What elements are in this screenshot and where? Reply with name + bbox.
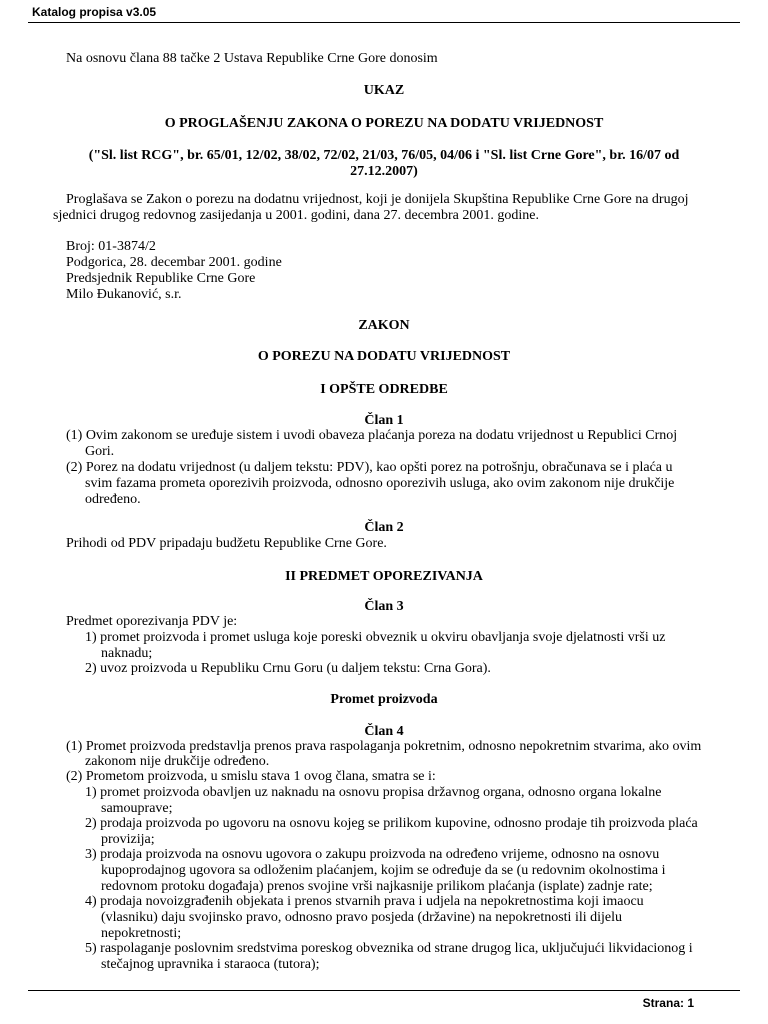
article1-heading: Član 1	[364, 413, 404, 428]
article2-text: Prihodi od PDV pripadaju budžetu Republike Crne Gore.	[66, 536, 387, 551]
proclamation-line1: Proglašava se Zakon o porezu na dodatnu vrijednost, koji je donijela Skupština Republike Crne Gore na drugoj	[66, 192, 689, 207]
article4-item3-line2: kupoprodajnog ugovora sa odloženim plaćanjem, kojim se određuje da se (u redovnim okolnostima i	[101, 863, 666, 878]
part2-heading: II PREDMET OPOREZIVANJA	[285, 569, 483, 584]
article4-item5-line1: 5) raspolaganje poslovnim sredstvima poreskog obveznika od strane drugog lica, uključujući likvidacionog i	[85, 941, 693, 956]
zakon-subtitle: O POREZU NA DODATU VRIJEDNOST	[257, 349, 511, 364]
signature-name: Milo Đukanović, s.r.	[66, 287, 182, 302]
article4-item4-line1: 4) prodaja novoizgrađenih objekata i prenos stvarnih prava i udjela na nepokretnostima koji imaocu	[85, 894, 644, 909]
article4-item2-line1: 2) prodaja proizvoda po ugovoru na osnovu kojeg se prilikom kupovine, odnosno prodaje tih proizvoda plaća	[85, 816, 698, 831]
article4-para1-line1: (1) Promet proizvoda predstavlja prenos prava raspolaganja pokretnim, odnosno nepokretnim stvarima, ako ovim	[66, 739, 702, 754]
article4-item1-line1: 1) promet proizvoda obavljen uz naknadu na osnovu propisa državnog organa, odnosno organa lokalne	[85, 785, 662, 800]
article3-intro: Predmet oporezivanja PDV je:	[66, 614, 238, 629]
article1-para2-line2: svim fazama prometa oporezivih proizvoda, odnosno oporezivih usluga, ako ovim zakonom nije drukčije	[85, 476, 675, 491]
ukaz-title: UKAZ	[363, 83, 405, 98]
article4-item3-line1: 3) prodaja proizvoda na osnovu ugovora o zakupu proizvoda na određeno vrijeme, odnosno na osnovu	[85, 847, 660, 862]
gazette-reference-line1: ("Sl. list RCG", br. 65/01, 12/02, 38/02, 72/02, 21/03, 76/05, 04/06 i "Sl. list Crne Gore", br. 16/07 od	[88, 148, 680, 163]
article2-heading: Član 2	[364, 520, 404, 535]
article4-heading: Član 4	[364, 724, 404, 739]
article4-item2-line2: provizija;	[101, 832, 155, 847]
proclamation-line2: sjednici drugog redovnog zasijedanja u 2001. godini, dana 27. decembra 2001. godine.	[53, 208, 539, 223]
article3-item1-line2: naknadu;	[101, 646, 153, 661]
footer-rule	[28, 990, 740, 991]
article4-item5-line2: stečajnog upravnika i staraoca (tutora);	[101, 957, 320, 972]
article3-item2: 2) uvoz proizvoda u Republiku Crnu Goru (u daljem tekstu: Crna Gora).	[85, 661, 491, 676]
signature-title: Predsjednik Republike Crne Gore	[66, 271, 256, 286]
article4-item3-line3: redovnom protoku događaja) prenos svojine vrši najkasnije prilikom plaćanja (isplate) zadnje rate;	[101, 879, 653, 894]
article4-para2-intro: (2) Prometom proizvoda, u smislu stava 1 ovog člana, smatra se i:	[66, 769, 436, 784]
promet-proizvoda-heading: Promet proizvoda	[330, 692, 438, 707]
article1-para2-line3: određeno.	[85, 492, 141, 507]
article4-item1-line2: samouprave;	[101, 801, 173, 816]
article4-item4-line2: (vlasniku) daju svojinsko pravo, odnosno pravo posjeda (državine) na nepokretnosti ili dijelu	[101, 910, 623, 925]
article4-item4-line3: nepokretnosti;	[101, 926, 182, 941]
signature-place-date: Podgorica, 28. decembar 2001. godine	[66, 255, 282, 270]
gazette-reference-line2: 27.12.2007)	[350, 164, 418, 179]
zakon-title: ZAKON	[358, 318, 410, 333]
article1-para1-line1: (1) Ovim zakonom se uređuje sistem i uvodi obaveza plaćanja poreza na dodatu vrijednost u Republici Crnoj	[66, 428, 678, 443]
signature-number: Broj: 01-3874/2	[66, 239, 156, 254]
article1-para1-line2: Gori.	[85, 444, 115, 459]
intro-text: Na osnovu člana 88 tačke 2 Ustava Republike Crne Gore donosim	[66, 51, 438, 66]
part1-heading: I OPŠTE ODREDBE	[320, 382, 448, 397]
ukaz-subtitle: O PROGLAŠENJU ZAKONA O POREZU NA DODATU VRIJEDNOST	[164, 116, 604, 131]
article4-para1-line2: zakonom nije drukčije određeno.	[85, 754, 270, 769]
article3-item1-line1: 1) promet proizvoda i promet usluga koje poreski obveznik u okviru obavljanja svoje djelatnosti vrši uz	[85, 630, 666, 645]
article3-heading: Član 3	[364, 599, 404, 614]
page-number: Strana: 1	[642, 996, 694, 1010]
page-header-title: Katalog propisa v3.05	[32, 5, 157, 19]
article1-para2-line1: (2) Porez na dodatu vrijednost (u daljem tekstu: PDV), kao opšti porez na potrošnju, obračunava se i plaća u	[66, 460, 673, 475]
